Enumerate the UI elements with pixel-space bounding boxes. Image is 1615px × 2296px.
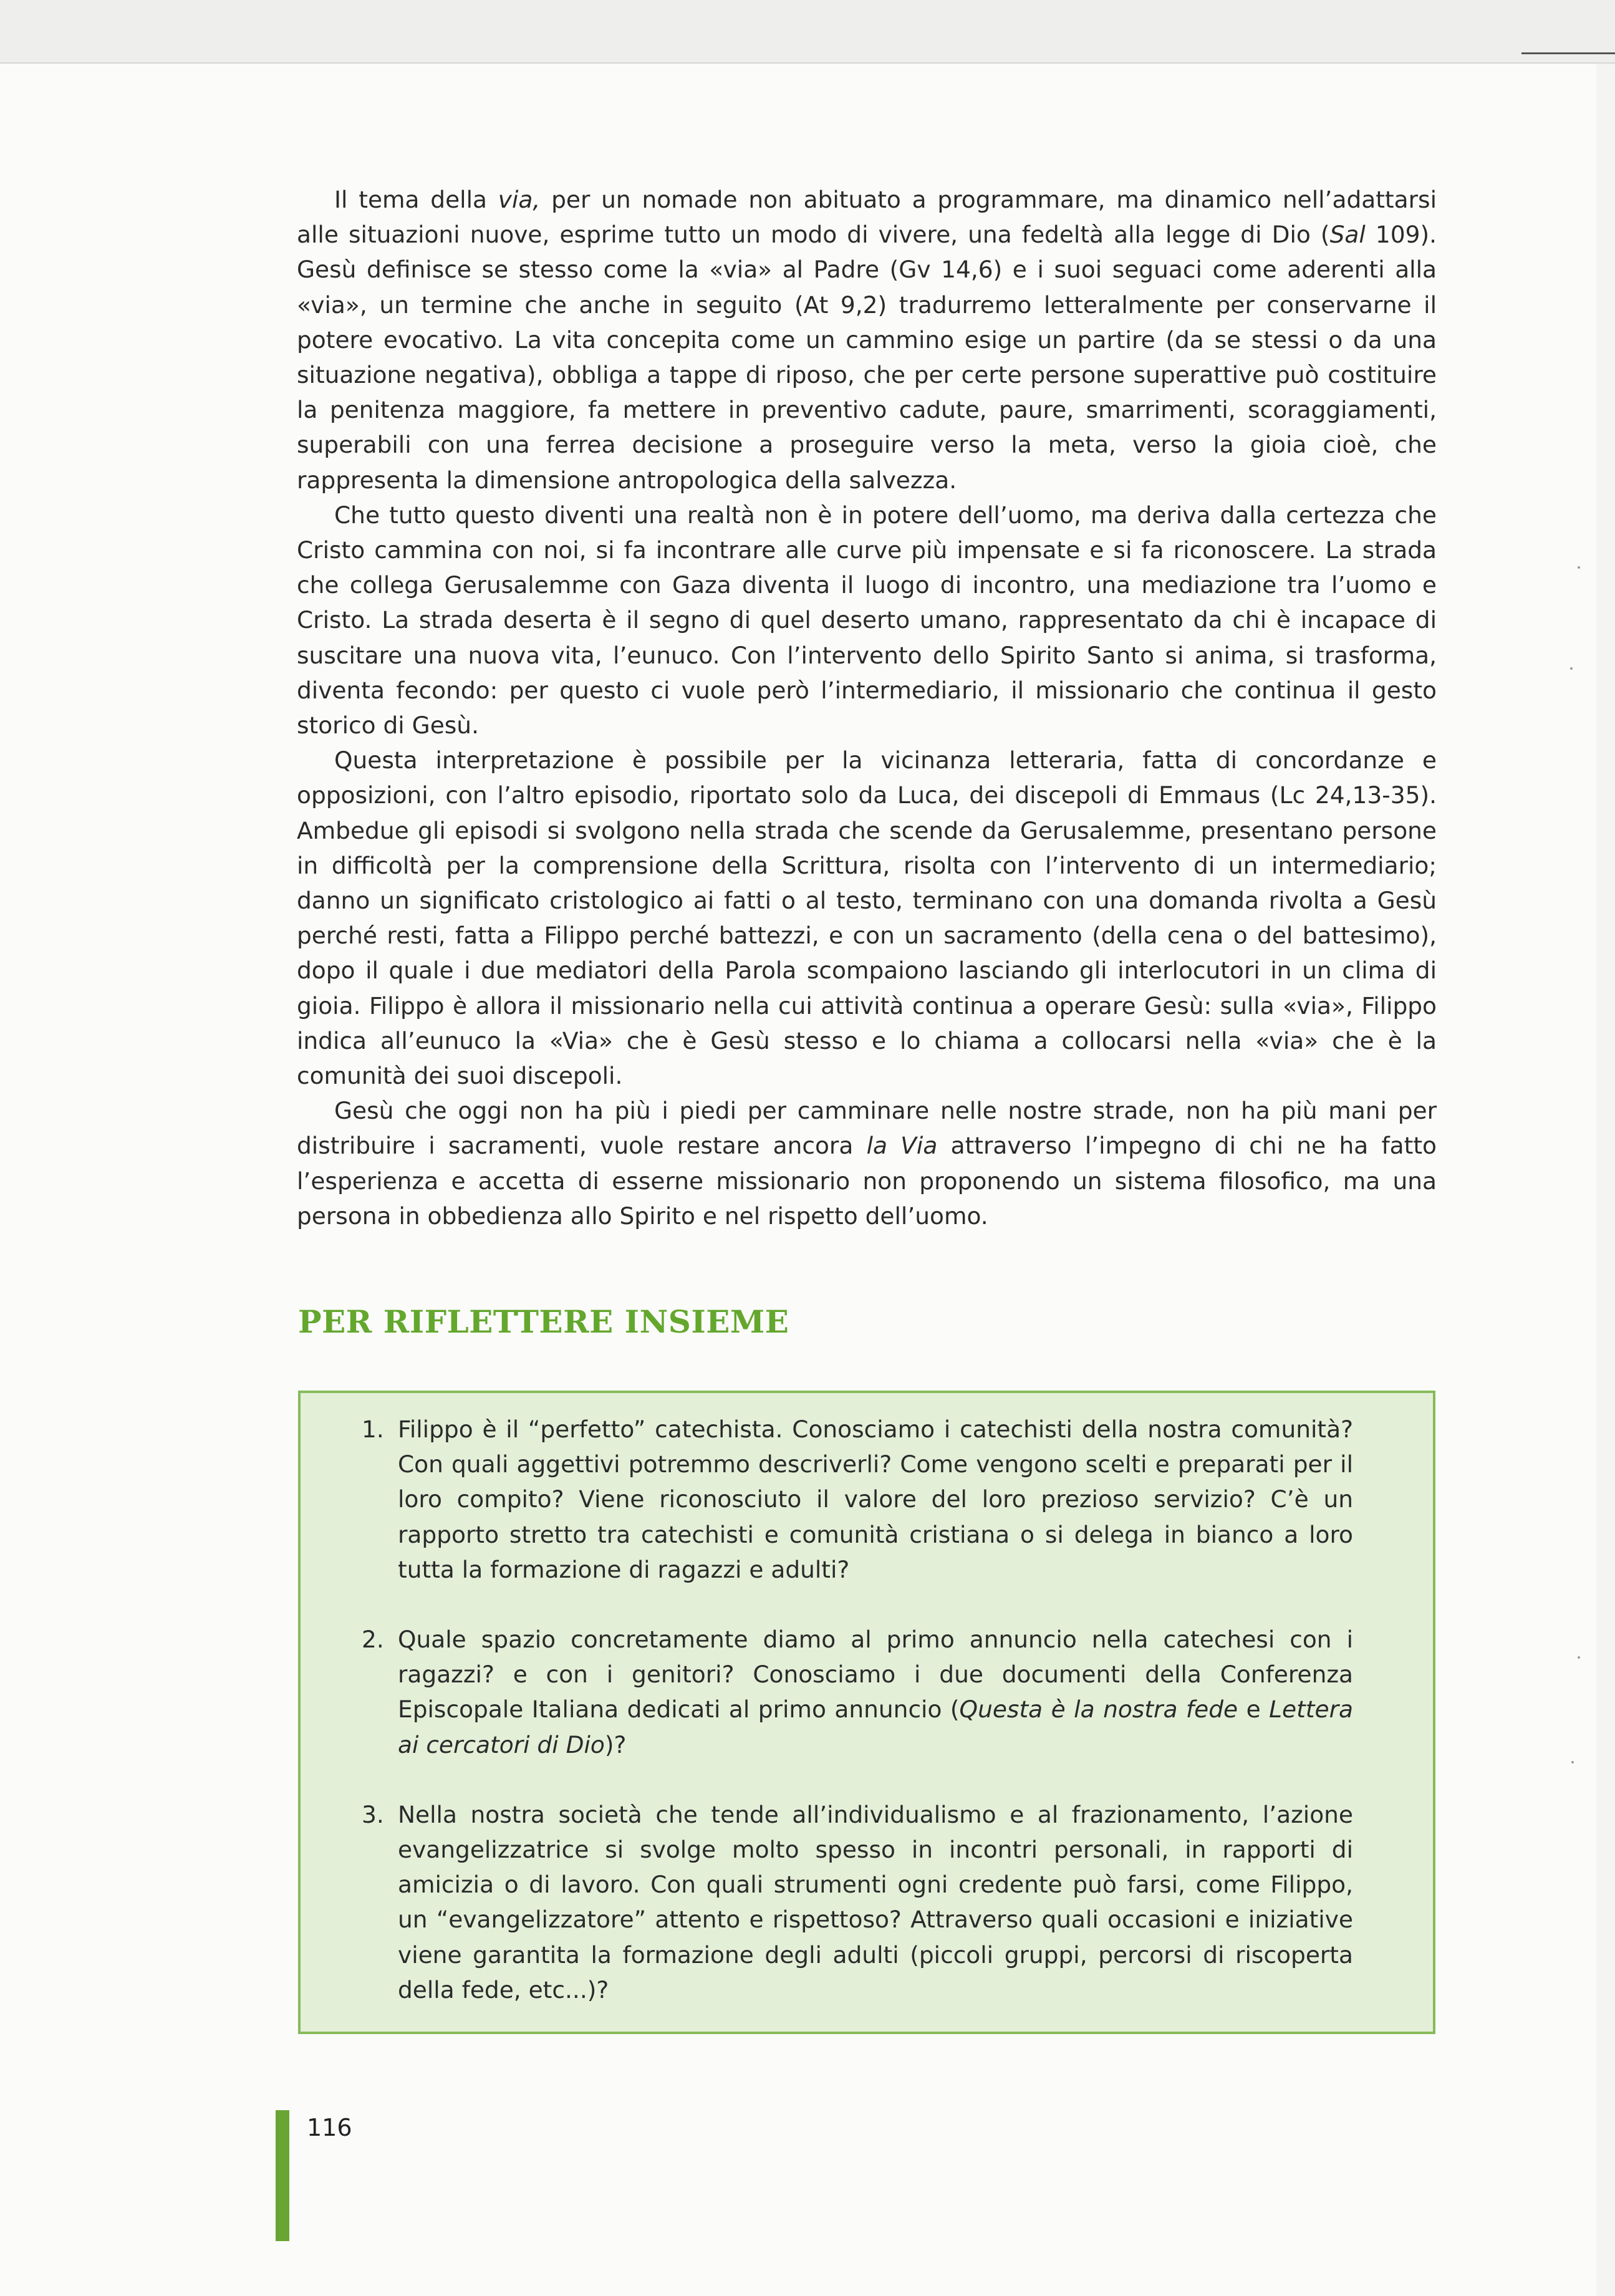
section-title: PER RIFLETTERE INSIEME — [298, 1303, 789, 1340]
question-text: Filippo è il “perfetto” catechista. Conosciamo i catechisti della nostra comunità? Con quali aggettivi potremmo descriverli? Come vengono scelti e preparati per il loro compito? Viene riconosciuto il valore del loro prezioso servizio? C’è un rapporto stretto tra catechisti e comunità cristiana o si delega in bianco a loro tutta la formazione di ragazzi e adulti? — [398, 1416, 1353, 1583]
scan-speck — [1570, 667, 1573, 670]
scan-speck — [1578, 1656, 1580, 1659]
italic-text-run: via, — [498, 186, 541, 213]
italic-text-run: la Via — [866, 1132, 938, 1160]
question-item — [362, 1797, 1353, 2007]
body-paragraph: Il tema della via, per un nomade non abituato a programmare, ma dinamico nell’adattarsi alle situazioni nuove, esprime tutto un modo di vivere, una fedeltà alla legge di Dio (Sal 109). Gesù definisce se stesso come la «via» al Padre (Gv 14,6) e i suoi seguaci come aderenti alla «via», un termine che anche in seguito (At 9,2) tradurremo letteralmente per conservarne il potere evocativo. La vita concepita come un cammino esige un partire (da se stessi o da una situazione negativa), obbliga a tappe di riposo, che per certe persone superattive può costituire la penitenza maggiore, fa mettere in preventivo cadute, paure, smarrimenti, scoraggiamenti, superabili con una ferrea decisione a proseguire verso la meta, verso la gioia cioè, che rappresenta la dimensione antropologica della salvezza. — [297, 186, 1437, 494]
body-paragraph: Che tutto questo diventi una realtà non è in potere dell’uomo, ma deriva dalla certezza che Cristo cammina con noi, si fa incontrare alle curve più impensate e si fa riconoscere. La strada che collega Gerusalemme con Gaza diventa il luogo di incontro, una mediazione tra l’uomo e Cristo. La strada deserta è il segno di quel deserto umano, rappresentato da chi è incapace di suscitare una nuova vita, l’eunuco. Con l’intervento dello Spirito Santo si anima, si trasforma, diventa fecondo: per questo ci vuole però l’intermediario, il missionario che continua il gesto storico di Gesù. — [297, 501, 1437, 740]
italic-text-run: Questa è la nostra fede — [959, 1695, 1238, 1724]
italic-text-run: Sal — [1329, 221, 1366, 249]
body-paragraph: Questa interpretazione è possibile per la vicinanza letteraria, fatta di concordanze e opposizioni, con l’altro episodio, riportato solo da Luca, dei discepoli di Emmaus (Lc 24,13-35). Ambedue gli episodi si svolgono nella strada che scende da Gerusalemme, presentano persone in difficoltà per la comprensione della Scrittura, risolta con l’intervento di un intermediario; danno un significato cristologico ai fatti o al testo, terminano con una domanda rivolta a Gesù perché resti, fatta a Filippo perché battezzi, e con un sacramento (della cena o del battesimo), dopo il quale i due mediatori della Parola scompaiono lasciando gli interlocutori in un clima di gioia. Filippo è allora il missionario nella cui attività continua a operare Gesù: sulla «via», Filippo indica all’eunuco la «Via» che è Gesù stesso e lo chiama a collocarsi nella «via» che è la comunità dei suoi discepoli. — [297, 746, 1437, 1090]
question-number: 3. — [362, 1800, 384, 1828]
question-number: 2. — [362, 1626, 384, 1654]
question-text: Nella nostra società che tende all’individualismo e al frazionamento, l’azione evangelizzatrice si svolge molto spesso in incontri personali, in rapporti di amicizia o di lavoro. Con quali strumenti ogni credente può farsi, come Filippo, un “evangelizzatore” attento e rispettoso? Attraverso quali occasioni e iniziative viene garantita la formazione degli adulti (piccoli gruppi, percorsi di riscoperta della fede, etc...)? — [398, 1800, 1353, 2004]
question-number: 1. — [362, 1416, 384, 1443]
reflection-questions-box — [298, 1391, 1435, 2034]
questions-list — [362, 1412, 1353, 2042]
page-margin-accent-bar — [276, 2110, 289, 2241]
question-item — [362, 1412, 1353, 1587]
question-item — [362, 1622, 1353, 1762]
scanner-top-band — [0, 0, 1615, 64]
scan-edge-mark — [1521, 52, 1615, 54]
scan-speck — [1578, 566, 1580, 569]
page-number: 116 — [307, 2114, 352, 2141]
italic-text-run: Lettera ai cercatori di Dio — [398, 1695, 1353, 1758]
body-paragraph: Gesù che oggi non ha più i piedi per camminare nelle nostre strade, non ha più mani per distribuire i sacramenti, vuole restare ancora la Via attraverso l’impegno di chi ne ha fatto l’esperienza e accetta di esserne missionario non proponendo un sistema filosofico, ma una persona in obbedienza allo Spirito e nel rispetto dell’uomo. — [297, 1097, 1437, 1230]
main-body-text — [297, 182, 1437, 1233]
scan-speck — [1571, 1761, 1574, 1763]
question-text: Quale spazio concretamente diamo al primo annuncio nella catechesi con i ragazzi? e con i genitori? Conosciamo i due documenti della Conferenza Episcopale Italiana dedicati al primo annuncio (Questa è la nostra fede e Lettera ai cercatori di Dio)? — [398, 1626, 1353, 1758]
